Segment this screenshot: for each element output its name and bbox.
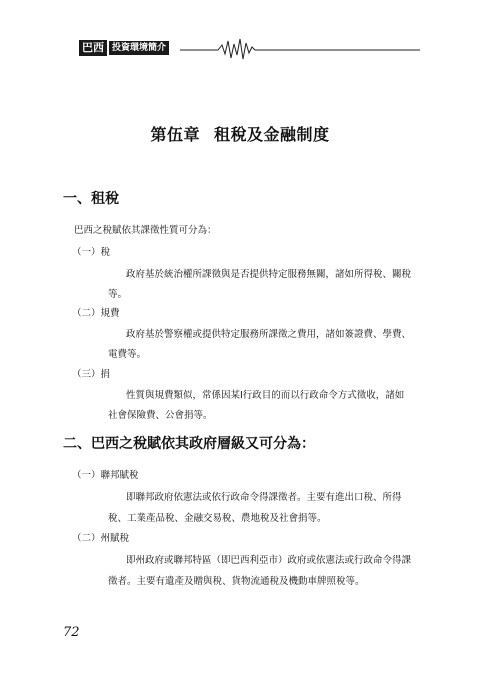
item-text-line: 電費等。 [108,349,147,360]
item-text-line: 等。 [108,289,128,300]
item-text-line: 性質與規費類似，常係因某Ⅰ行政目的而以行政命令方式徵收，諸如 [126,390,405,401]
item-text-line: 徵者。主要有遺產及贈與稅、貨物流通稅及機動車牌照稅等。 [108,576,365,587]
header-badge [79,40,169,56]
item-text-line: 政府基於警察權或提供特定服務所課徵之費用，諸如簽證費、學費、 [126,329,412,340]
item-label: （三）捐 [72,369,111,380]
item-text-line: 社會保險費、公會捐等。 [108,410,213,421]
heartbeat-line-icon [180,36,420,62]
running-header [0,36,480,62]
item-text-line: 即州政府或聯邦特區（即巴西利亞市）政府或依憲法或行政命令得課 [126,555,412,566]
header-title: 投資環境簡介 [109,41,169,55]
item-label: （二）規費 [72,308,120,319]
section-intro: 巴西之稅賦依其課徵性質可分為： [74,225,217,236]
page-number: 72 [63,625,80,640]
header-country: 巴西 [79,40,107,56]
chapter-number: 第伍章 [150,125,200,144]
chapter-name: 租稅及金融制度 [214,125,330,144]
section-heading: 一、租稅 [63,191,119,207]
item-label: （一）聯邦賦稅 [72,470,139,481]
item-label: （二）州賦稅 [72,533,130,544]
chapter-title [0,122,480,145]
item-text-line: 政府基於統治權所課徵與是否提供特定服務無關，諸如所得稅、關稅 [126,269,412,280]
item-text-line: 即聯邦政府依憲法或依行政命令得課徵者。主要有進出口稅、所得 [126,492,402,503]
item-text-line: 稅、工業產品稅、金融交易稅、農地稅及社會捐等。 [108,513,327,524]
section-heading: 二、巴西之稅賦依其政府層級又可分為： [63,436,315,452]
item-label: （一）稅 [72,247,111,258]
